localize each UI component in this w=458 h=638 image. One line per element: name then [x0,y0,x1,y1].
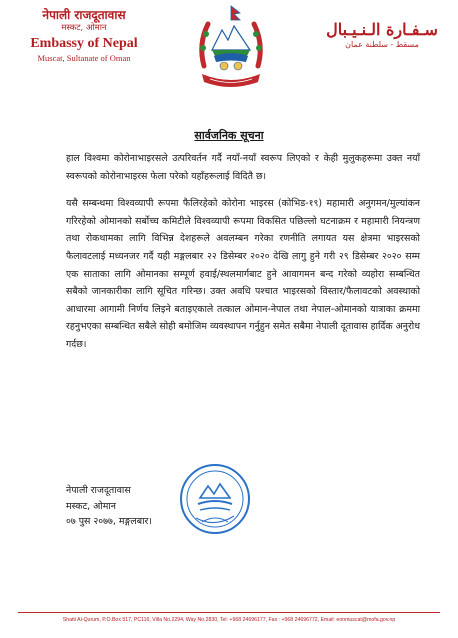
embassy-seal-icon [178,462,252,536]
nepal-coat-of-arms-icon [194,4,268,88]
letterhead-nepali-name: नेपाली राजदूतावास [42,8,126,22]
letterhead-arabic-location: مسقط - سلطنة عمان [345,40,419,49]
letterhead-left [14,8,154,64]
letterhead-english-name: Embassy of Nepal [30,36,138,51]
letterhead-nepali-location: मस्कट, ओमान [61,23,107,33]
letterhead-right [322,20,442,50]
notice-body [66,150,420,354]
signature-office: नेपाली राजदूतावास [66,485,131,496]
signature-location: मस्कट, ओमान [66,500,116,512]
footer-divider [18,612,440,613]
letterhead-arabic-name: سـفـارة الـنـيـبال [326,20,438,39]
notice-paragraph-1: हाल विश्वमा कोरोनाभाइरसले उत्परिवर्तन गर्दै नयाँ-नयाँ स्वरूप लिएको र केही मुलुकहरूमा उक्त नयाँ स्वरूपको कोरोनाभाइरस फेला परेको यहाँहरूलाई विदितै छ। [66,153,420,182]
letterhead-english-location: Muscat, Sultanate of Oman [37,53,131,63]
notice-paragraph-2: यसै सम्बन्धमा विश्वव्यापी रूपमा फैलिरहेको कोरोना भाइरस (कोभिड-१९) महामारी अनुगमन/मुल्यांकन गरिरहेको ओमानको सर्बोच्च कमिटीले विश्वव्यापी रूपमा विकसित पछिल्लो घटनाक्रम र महामारी नियन्त्रण तथा रोकथामका लागि विभिन्न देशहरूले अवलम्बन गरेका रणनीति लगायत यस क्षेत्रमा भाइरसको फैलावटलाई मध्यनजर गर्दै यही मङ्गलबार २२ डिसेम्बर २०२० देखि लागु हुने गरी २९ डिसेम्बर २०२० सम्म एक साताका लागि ओमानका सम्पूर्ण हवाई/स्थलमार्गबाट हुने आवागमन बन्द गरेको व्यहोरा सम्बन्धित सबैको जानकारीका लागि सूचित गरिन्छ। उक्त अवधि पश्चात भाइरसको विस्तार/फैलावटको अवस्थाको आधारमा आगामी निर्णय लिइने बताइएकाले तत्काल ओमान-नेपाल तथा नेपाल-ओमानको यात्राका क्रममा रहनुभएका सम्बन्धित सबैले सोही बमोजिम व्यवस्थापन गर्नुहुन समेत सबैमा नेपाली दूतावास हार्दिक अनुरोध गर्दछ। [66,198,420,350]
footer-contact: Shatti Al-Qurum, P.O.Box 517, PC116, Villa No.2294, Way No.2830, Tel: +968 24696177, Fax : +968 24696772, Email: eonmuscat@mofa.gov.np [62,617,396,623]
notice-title: सार्वजनिक सूचना [194,129,264,142]
signature-date: ०७ पुस २०७७, मङ्गलबार। [66,516,152,528]
